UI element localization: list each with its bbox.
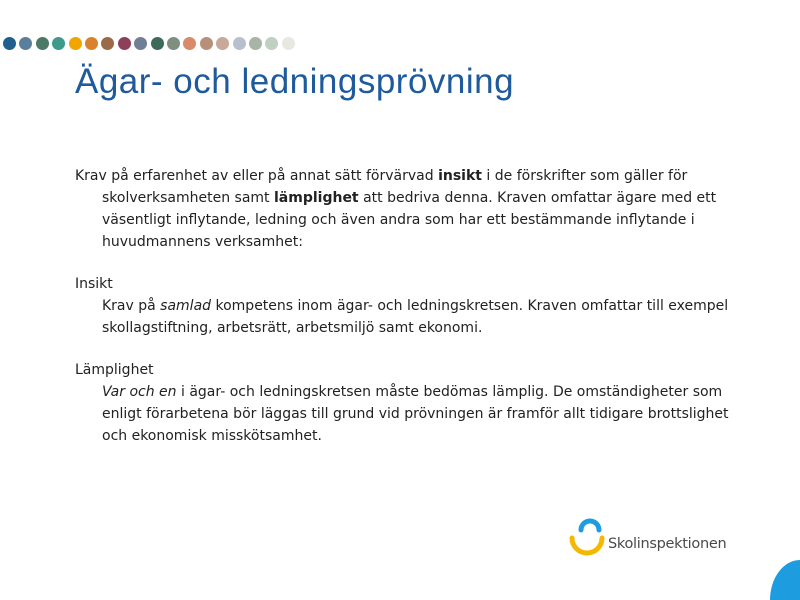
decorative-dot (134, 37, 147, 50)
decorative-dot (151, 37, 164, 50)
lamplighet-heading: Lämplighet (75, 362, 154, 378)
decorative-dot (282, 37, 295, 50)
intro-bold-insikt: insikt (438, 168, 482, 184)
insikt-paragraph (75, 295, 735, 339)
insikt-text: kompetens inom ägar- och ledningskretsen. Kraven omfattar till exempel skollagstiftning, arbetsrätt, arbetsmiljö samt ekonomi. (102, 298, 729, 336)
decorative-dot (19, 37, 32, 50)
decorative-dot (249, 37, 262, 50)
slide-title: Ägar- och ledningsprövning (75, 62, 515, 101)
logo-text: Skolinspektionen (608, 536, 727, 552)
intro-bold-lamplighet: lämplighet (274, 190, 359, 206)
slide-body (75, 165, 735, 467)
insikt-prefix: Krav på (102, 298, 161, 314)
decorative-dot (118, 37, 131, 50)
logo-mark-icon (568, 516, 608, 556)
decorative-dot (69, 37, 82, 50)
intro-text-2: i de förskrifter som gäller för skolverksamheten samt (102, 168, 688, 206)
lamplighet-italic: Var och en (102, 384, 177, 400)
decorative-dot (3, 37, 16, 50)
lamplighet-paragraph (75, 381, 735, 447)
intro-text-3: att bedriva denna. Kraven omfattar ägare med ett väsentligt inflytande, ledning och även andra som har ett bestämmande inflytande i huvudmannens verksamhet: (102, 190, 717, 250)
intro-text-1: Krav på erfarenhet av eller på annat sätt förvärvad (75, 168, 439, 184)
decorative-dot (52, 37, 65, 50)
intro-paragraph (75, 165, 735, 253)
insikt-heading: Insikt (75, 276, 113, 292)
decorative-dot (200, 37, 213, 50)
insikt-italic: samlad (160, 298, 212, 314)
skolinspektionen-logo (568, 514, 733, 560)
decorative-dot (183, 37, 196, 50)
decorative-dot (216, 37, 229, 50)
decorative-dot (101, 37, 114, 50)
decorative-dot (36, 37, 49, 50)
corner-decoration (770, 560, 800, 600)
decorative-dot (167, 37, 180, 50)
lamplighet-text: i ägar- och ledningskretsen måste bedömas lämplig. De omständigheter som enligt förarbetena bör läggas till grund vid prövningen är framför allt tidigare brottslighet och ekonomisk misskötsamhet. (102, 384, 729, 444)
decorative-dot (85, 37, 98, 50)
decorative-dot (265, 37, 278, 50)
decorative-dot (233, 37, 246, 50)
